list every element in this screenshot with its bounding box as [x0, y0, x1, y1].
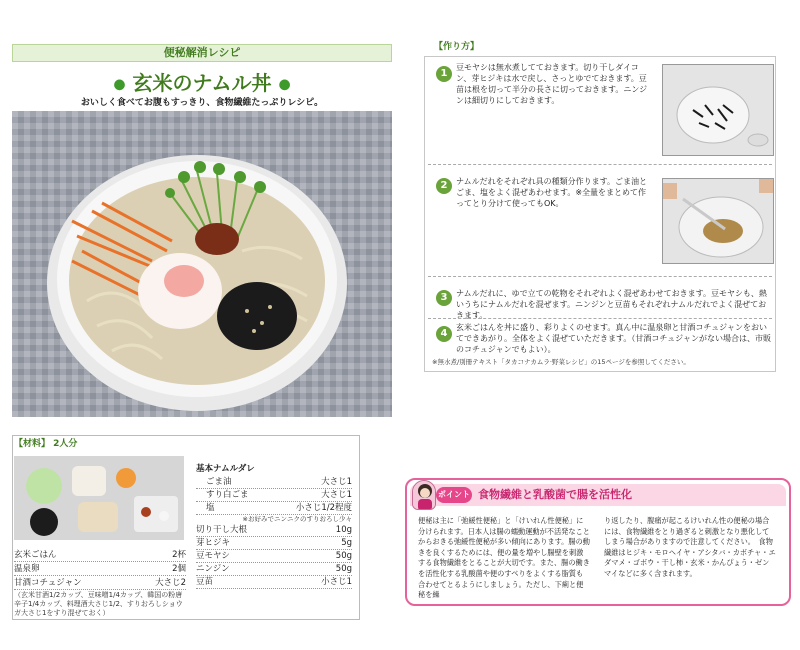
step-number-2: 2 — [436, 178, 452, 194]
list-item: ニンジン 50g — [196, 564, 352, 574]
materials-label: 【材料】 2人分 — [14, 439, 78, 449]
title-bullet-right: ● — [278, 76, 291, 93]
garlic-note: ※お好みでニンニクのすりおろし少々 — [242, 515, 352, 523]
list-item: 芽ヒジキ 5g — [196, 538, 352, 548]
step-photo-1 — [662, 64, 774, 156]
step-photo-2 — [662, 178, 774, 264]
step-number-3: 3 — [436, 290, 452, 306]
list-item: 甘酒コチュジャン 大さじ2 — [14, 578, 186, 588]
list-item: ごま油 大さじ1 — [196, 476, 352, 489]
step-number-4: 4 — [436, 326, 452, 342]
step-divider — [428, 318, 772, 319]
list-item: 豆苗 小さじ1 — [196, 577, 352, 587]
step-text-1: 豆モヤシは無水煮してておきます。切り干しダイコン、芽ヒジキは水で戻し、さっとゆでておきます。豆苗は根を切って半分の長さに切っておきます。ニンジンは細切りにしておきます。 — [456, 63, 648, 105]
sauce-and-veg-list — [196, 462, 352, 589]
list-item: すり白ごま 大さじ1 — [196, 489, 352, 502]
avatar-illustration — [413, 481, 436, 510]
avatar — [412, 480, 436, 510]
recipe-subtitle: おいしく食べてお腹もすっきり、食物繊維たっぷりレシピ。 — [80, 98, 324, 108]
list-item: 豆モヤシ 50g — [196, 551, 352, 561]
steps-label: 【作り方】 — [434, 42, 480, 52]
step-divider — [428, 164, 772, 165]
point-text-column-1: 便秘は主に「弛緩性便秘」と「けいれん性便秘」に分けられます。日本人は腸の蠕動運動が不活発なことからおきる弛緩性便秘が多い傾向にあります。腸の動きを良くするためには、便の量を増やし腸壁を刺激する食物繊維をとることが大切です。また、腸の働きを活性化する乳酸菌や便のすべりをよくする脂質も合わせてとるようにしましょう。ただし、下痢と便秘を繰 — [418, 516, 590, 600]
point-title: 食物繊維と乳酸菌で腸を活性化 — [478, 488, 632, 501]
main-ingredients-list — [14, 548, 186, 618]
recipe-title: 玄米のナムル丼 — [132, 71, 272, 95]
soaking-seaweed-illustration — [663, 65, 774, 156]
mixing-sauce-illustration — [663, 179, 774, 264]
list-item: 玄米ごはん 2杯 — [14, 550, 186, 560]
step-number-1: 1 — [436, 66, 452, 82]
list-item: 温泉卵 2個 — [14, 564, 186, 574]
sauce-heading: 基本ナムルダレ — [196, 464, 255, 474]
step-text-2: ナムルだれをそれぞれ具の種類分作ります。ごま油とごま、塩をよく混ぜあわせます。※全量をまとめて作ってとり分けて使ってもOK。 — [456, 177, 647, 208]
title-bullet-left: ● — [113, 76, 126, 93]
recipe-title-row — [12, 70, 392, 96]
footnote: ※無水煮/別冊テキスト「タカコナカムラ·野菜レシピ」の15ページを参照してください。 — [432, 358, 690, 366]
point-text-column-2: り返したり、腹痛が起こるけいれん性の便秘の場合には、食物繊維をとり過ぎると刺激となり悪化してしまう場合がありますので注意してください。 食物繊維はヒジキ・モロヘイヤ・アシタバ・カボチャ・エダマメ・ゴボウ・干し柿・玄米・かんぴょう・ゼンマイなどに多く含まれます。 — [604, 516, 776, 578]
step-text-3: ナムルだれに、ゆで立ての乾物をそれぞれよく混ぜあわせておきます。豆モヤシも、熱いうちにナムルだれを混ぜます。ニンジンと豆苗もそれぞれナムルだれでよく混ぜておきます。 — [456, 289, 767, 320]
point-badge: ポイント — [436, 487, 472, 503]
dish-photo — [12, 111, 392, 417]
ingredients-photo — [14, 456, 184, 540]
step-divider — [428, 276, 772, 277]
rice-bowl-illustration — [12, 111, 392, 417]
list-item: 塩 小さじ1/2程度 — [196, 502, 352, 515]
ingredients-illustration — [14, 456, 184, 540]
step-text-4: 玄米ごはんを丼に盛り、彩りよくのせます。真ん中に温泉卵と甘酒コチュジャンをおいてできあがり。全体をよく混ぜていただきます。（甘酒コチュジャンがない場合は、市販のコチュジャンでもよい）。 — [456, 323, 771, 354]
recipe-category-header: 便秘解消レシピ — [12, 44, 392, 62]
kochujang-note: （玄米甘酒1/2カップ、豆味噌1/4カップ、韓国の粉唐辛子1/4カップ、料理酒大さじ1/2、すりおろしショウガ大さじ1をすり混ぜておく） — [14, 591, 183, 617]
list-item: 切り干し大根 10g — [196, 525, 352, 535]
